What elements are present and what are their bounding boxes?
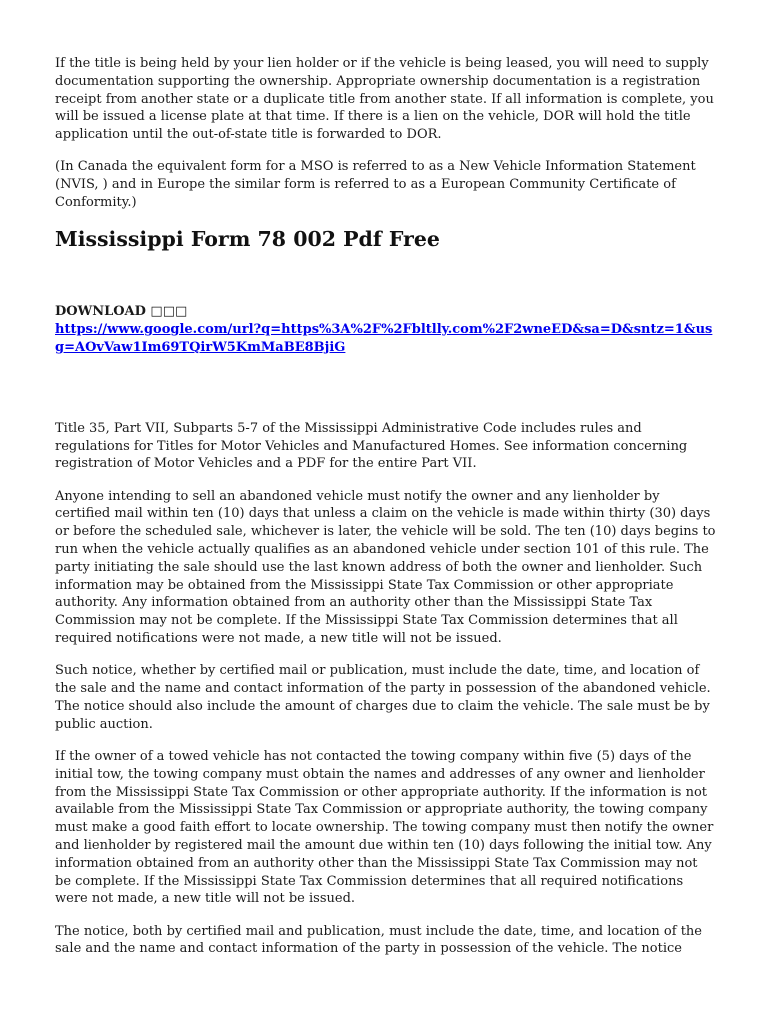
- body-paragraph-3: Such notice, whether by certified mail or publication, must include the date, time, and location of the sale and the name and contact information of the party in possession of the abandoned vehicle. The notice should also include the amount of charges due to claim the vehicle. The sale must be by public auction.: [55, 663, 711, 732]
- body-paragraph-5: The notice, both by certified mail and publication, must include the date, time, and location of the sale and the name and contact information of the party in possession of the vehicle. The notice: [55, 923, 702, 957]
- intro-paragraph-2: (In Canada the equivalent form for a MSO is referred to as a New Vehicle Information Statement (NVIS, ) and in Europe the similar form is referred to as a European Community Certificate of Conformity.): [55, 159, 696, 211]
- document-page: [55, 55, 717, 973]
- download-label: DOWNLOAD □□□: [55, 304, 188, 320]
- body-paragraph-4: If the owner of a towed vehicle has not contacted the towing company within five (5) days of the initial tow, the towing company must obtain the names and addresses of any owner and lienholder from the Mississippi State Tax Commission or other appropriate authority. If the information is not available from the Mississippi State Tax Commission or appropriate authority, the towing company must make a good faith effort to locate ownership. The towing company must then notify the owner and lienholder by registered mail the amount due within ten (10) days following the initial tow. Any information obtained from an authority other than the Mississippi State Tax Commission may not be complete. If the Mississippi State Tax Commission determines that all required notifications were not made, a new title will not be issued.: [55, 749, 714, 907]
- download-section: [55, 303, 717, 356]
- intro-paragraph-1: If the title is being held by your lien holder or if the vehicle is being leased, you will need to supply documentation supporting the ownership. Appropriate ownership documentation is a registration receipt from another state or a duplicate title from another state. If all information is complete, you will be issued a license plate at that time. If there is a lien on the vehicle, DOR will hold the title application until the out-of-state title is forwarded to DOR.: [55, 56, 714, 143]
- page-title: Mississippi Form 78 002 Pdf Free: [55, 227, 440, 252]
- body-paragraph-2: Anyone intending to sell an abandoned vehicle must notify the owner and any lienholder by certified mail within ten (10) days that unless a claim on the vehicle is made within thirty (30) days or before the scheduled sale, whichever is later, the vehicle will be sold. The ten (10) days begins to run when the vehicle actually qualifies as an abandoned vehicle under section 101 of this rule. The party initiating the sale should use the last known address of both the owner and lienholder. Such information may be obtained from the Mississippi State Tax Commission or other appropriate authority. Any information obtained from an authority other than the Mississippi State Tax Commission may not be complete. If the Mississippi State Tax Commission determines that all required notifications were not made, a new title will not be issued.: [55, 488, 716, 647]
- body-paragraph-1: Title 35, Part VII, Subparts 5-7 of the Mississippi Administrative Code includes rules and regulations for Titles for Motor Vehicles and Manufactured Homes. See information concerning registration of Motor Vehicles and a PDF for the entire Part VII.: [55, 420, 688, 472]
- download-link[interactable]: https://www.google.com/url?q=https%3A%2F%2Fbltlly.com%2F2wneED&sa=D&sntz=1&usg=AOvVaw1Im69TQirW5KmMaBE8BjiG: [55, 322, 713, 355]
